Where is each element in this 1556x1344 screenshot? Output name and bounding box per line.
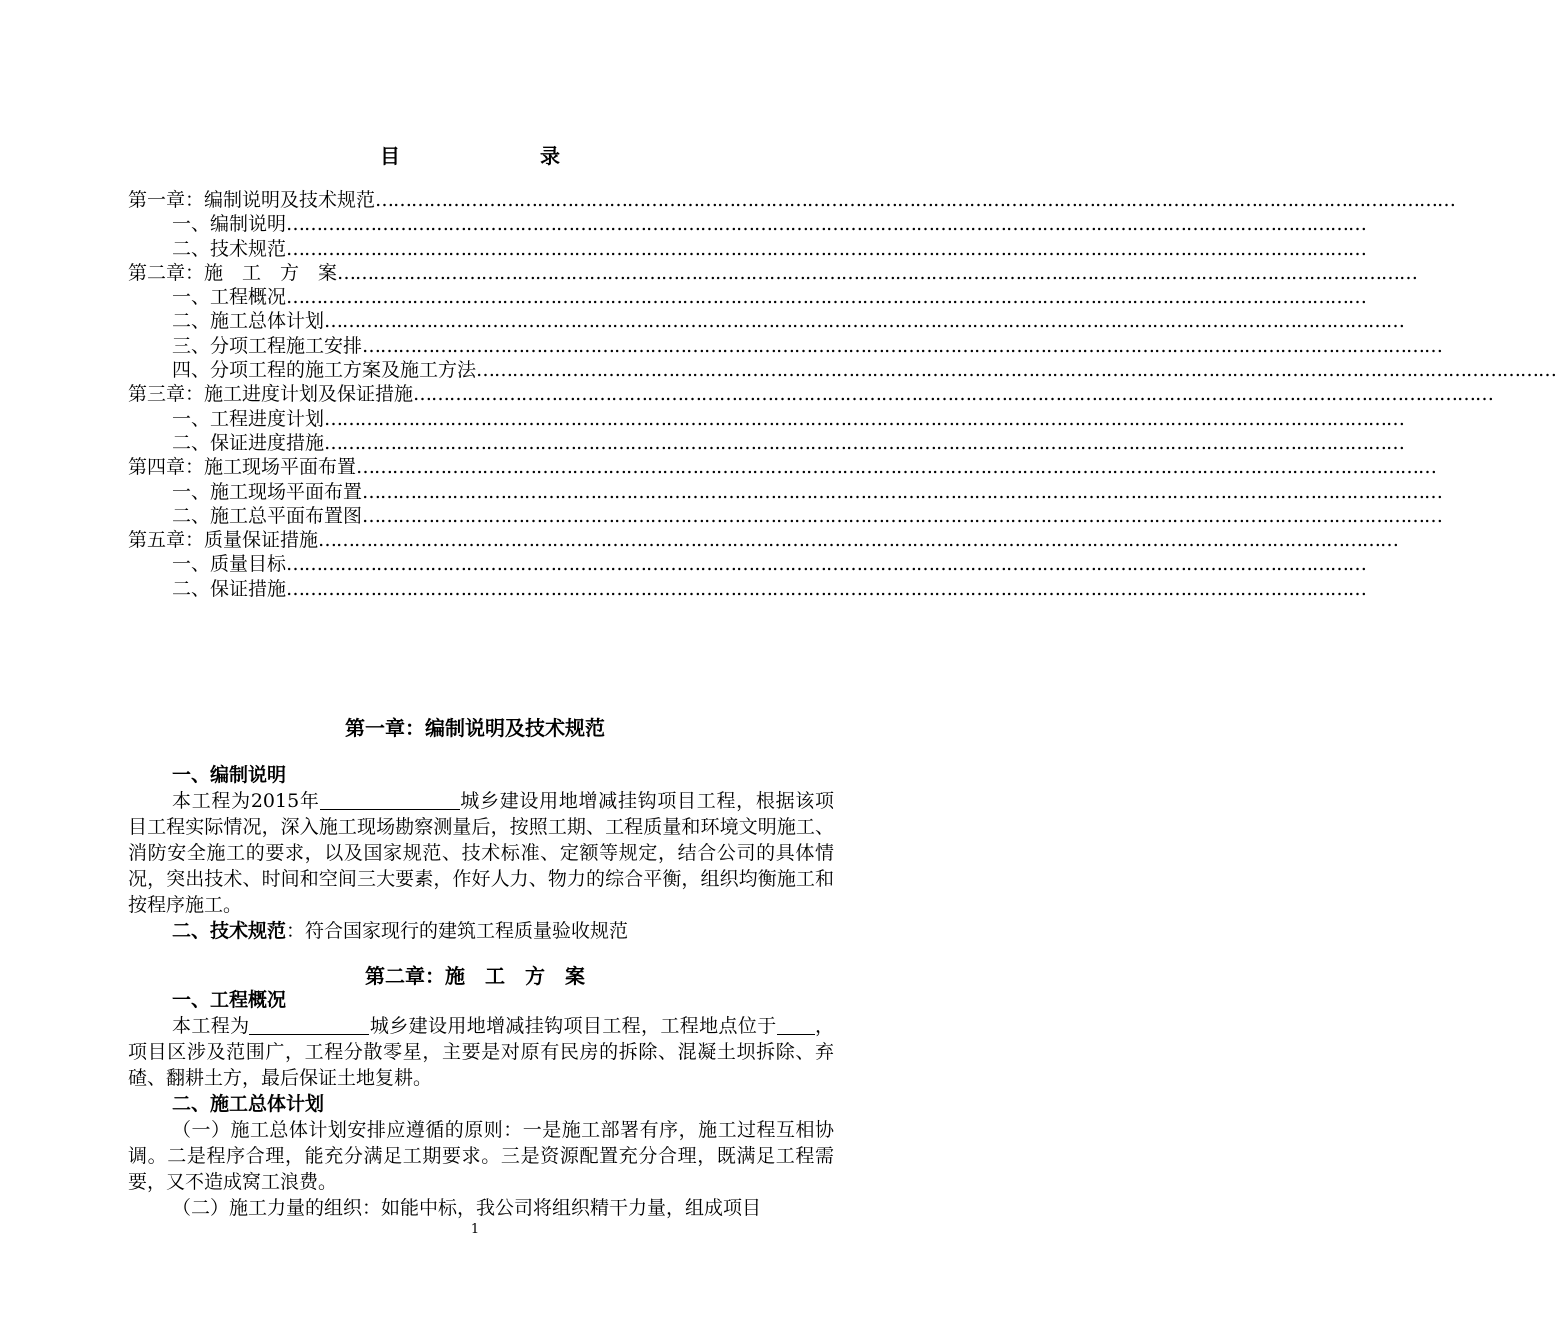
toc-entry xyxy=(128,528,1399,552)
toc-entry-text: 第五章：质量保证措施 xyxy=(128,529,319,552)
chapter1-body xyxy=(128,762,834,944)
chapter1-section2-text: ：符合国家现行的建筑工程质量验收规范 xyxy=(286,920,629,942)
toc-leader-dots: ……………………………………………………………………………………………………………………………………………………………… xyxy=(286,577,1367,600)
toc-leader-dots: ……………………………………………………………………………………………………………………………………………………………… xyxy=(286,237,1367,260)
toc-entry-text: 第一章：编制说明及技术规范 xyxy=(128,189,376,211)
toc-entry xyxy=(128,261,1418,285)
chapter2-section2-title: 二、施工总体计划 xyxy=(172,1093,325,1115)
paragraph-text: 本工程为 xyxy=(172,1015,250,1037)
paragraph-text: 城乡建设用地增减挂钩项目工程，工程地点位于 xyxy=(369,1015,777,1037)
page-number: 1 xyxy=(470,1222,480,1237)
toc-leader-dots: ……………………………………………………………………………………………………………………………………………………………… xyxy=(375,189,1456,211)
toc-entry xyxy=(128,577,1367,601)
toc-entry-text: 一、施工现场平面布置 xyxy=(172,480,363,503)
toc-leader-dots: ……………………………………………………………………………………………………………………………………………………………… xyxy=(413,383,1494,406)
toc-entry-text: 二、施工总平面布置图 xyxy=(172,504,363,527)
toc-entry-text: 二、技术规范 xyxy=(172,237,287,260)
toc-entry xyxy=(128,237,1367,261)
toc-leader-dots: ……………………………………………………………………………………………………………………………………………………………… xyxy=(286,286,1367,309)
paragraph-text: 本工程为2015年 xyxy=(172,790,320,812)
chapter1-section2 xyxy=(128,918,834,944)
toc-entry xyxy=(128,358,1556,382)
toc-entry-text: 一、编制说明 xyxy=(172,213,287,236)
chapter1-section2-title: 二、技术规范 xyxy=(172,920,287,942)
toc-entry xyxy=(128,212,1367,236)
toc-leader-dots: ……………………………………………………………………………………………………………………………………………………………… xyxy=(324,310,1405,333)
toc-entry-text: 二、施工总体计划 xyxy=(172,310,325,333)
toc-leader-dots: ……………………………………………………………………………………………………………………………………………………………… xyxy=(324,407,1405,430)
toc-entry xyxy=(128,455,1437,479)
toc-leader-dots: ……………………………………………………………………………………………………………………………………………………………… xyxy=(362,480,1443,503)
toc-entry-text: 一、质量目标 xyxy=(172,553,287,576)
toc-entry xyxy=(128,407,1405,431)
chapter1-section1-paragraph xyxy=(128,788,834,918)
toc-leader-dots: ……………………………………………………………………………………………………………………………………………………………… xyxy=(324,431,1405,454)
toc-entry xyxy=(128,504,1443,528)
chapter1-title: 第一章：编制说明及技术规范 xyxy=(345,716,605,740)
toc-title: 目 录 xyxy=(380,144,620,168)
toc-leader-dots: ……………………………………………………………………………………………………………………………………………………………… xyxy=(362,334,1443,357)
chapter2-title: 第二章：施 工 方 案 xyxy=(365,964,585,988)
toc-entry-text: 四、分项工程的施工方案及施工方法 xyxy=(172,359,477,382)
chapter1-section1-title: 一、编制说明 xyxy=(172,764,287,786)
toc-entry-text: 第三章：施工进度计划及保证措施 xyxy=(128,383,414,406)
blank-underline xyxy=(320,789,460,810)
toc-entry xyxy=(128,480,1443,504)
toc-leader-dots: ……………………………………………………………………………………………………………………………………………………………… xyxy=(286,553,1367,576)
toc-entry-text: 第四章：施工现场平面布置 xyxy=(128,456,357,479)
chapter2-section1-title: 一、工程概况 xyxy=(172,989,287,1011)
blank-underline xyxy=(777,1014,815,1035)
toc-leader-dots: ……………………………………………………………………………………………………………………………………………………………… xyxy=(476,359,1556,382)
toc-entry xyxy=(128,552,1367,576)
toc-entry-text: 第二章：施 工 方 案 xyxy=(128,261,338,284)
chapter2-section2-paragraph1: （一）施工总体计划安排应遵循的原则：一是施工部署有序，施工过程互相协调。二是程序合理，能充分满足工期要求。三是资源配置充分合理，既满足工程需要，又不造成窝工浪费。 xyxy=(128,1119,834,1193)
toc-entry-text: 二、保证进度措施 xyxy=(172,431,325,454)
paragraph-text: 城乡建设用地增减挂钩项目工程，根据该项目工程实际情况，深入施工现场勘察测量后，按照工期、工程质量和环境文明施工、消防安全施工的要求，以及国家规范、技术标准、定额等规定，结合公司的具体情况，突出技术、时间和空间三大要素，作好人力、物力的综合平衡，组织均衡施工和按程序施工。 xyxy=(128,790,834,916)
toc-leader-dots: ……………………………………………………………………………………………………………………………………………………………… xyxy=(356,456,1437,479)
paragraph-text: ，项目区涉及范围广，工程分散零星，主要是对原有民房的拆除、混凝土坝拆除、弃碴、翻耕土方，最后保证土地复耕。 xyxy=(128,1015,834,1089)
toc-leader-dots: ……………………………………………………………………………………………………………………………………………………………… xyxy=(337,261,1418,284)
toc-entry xyxy=(128,431,1405,455)
chapter2-section2-paragraph2: （二）施工力量的组织：如能中标，我公司将组织精干力量，组成项目 xyxy=(172,1197,762,1219)
toc-leader-dots: ……………………………………………………………………………………………………………………………………………………………… xyxy=(286,213,1367,236)
toc-leader-dots: ……………………………………………………………………………………………………………………………………………………………… xyxy=(318,529,1399,552)
chapter2-section1-paragraph xyxy=(128,1013,834,1091)
toc-entry-text: 一、工程进度计划 xyxy=(172,407,325,430)
toc-entry xyxy=(128,309,1405,333)
toc-entry xyxy=(128,334,1443,358)
toc-entry xyxy=(128,382,1494,406)
table-of-contents xyxy=(128,188,1556,601)
toc-entry-text: 三、分项工程施工安排 xyxy=(172,334,363,357)
chapter2-body xyxy=(128,987,834,1221)
toc-entry xyxy=(128,285,1367,309)
blank-underline xyxy=(249,1014,369,1035)
toc-entry-text: 一、工程概况 xyxy=(172,286,287,309)
toc-entry xyxy=(128,188,1456,212)
toc-leader-dots: ……………………………………………………………………………………………………………………………………………………………… xyxy=(362,504,1443,527)
toc-entry-text: 二、保证措施 xyxy=(172,577,287,600)
